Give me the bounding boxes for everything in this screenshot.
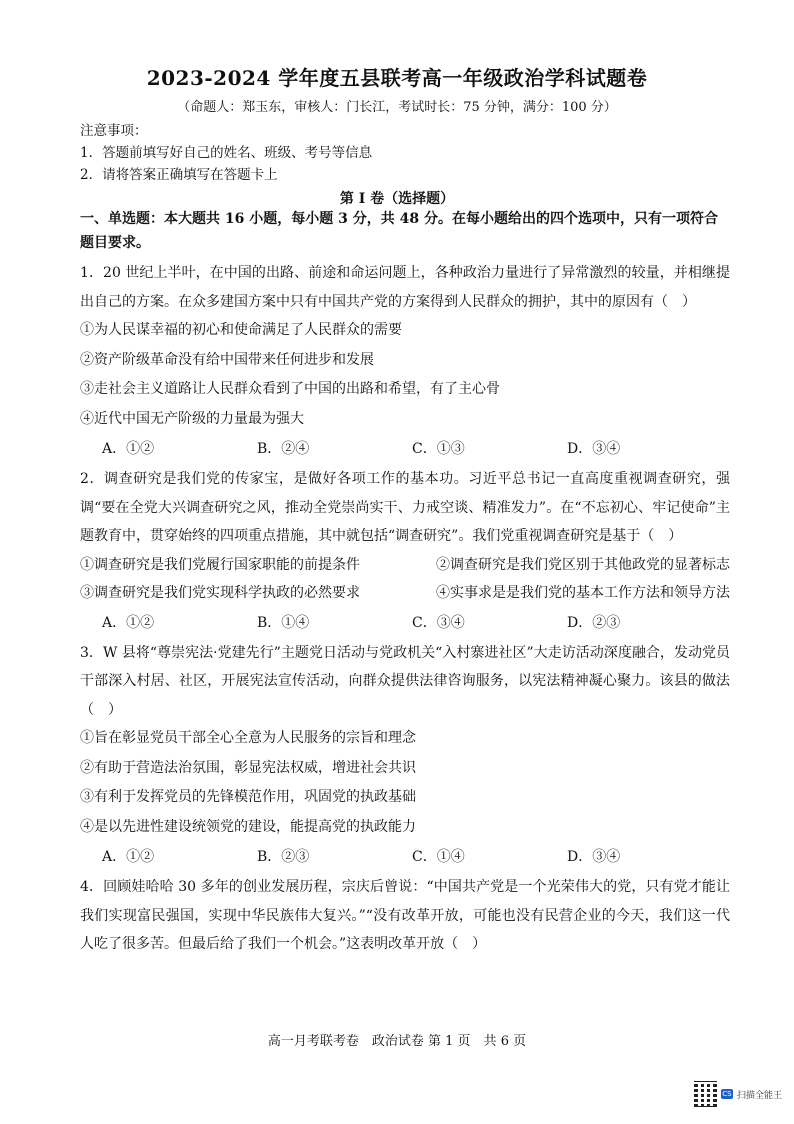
questions-area	[80, 207, 730, 959]
choice-b: B．②④	[257, 441, 310, 457]
choice-d: D．②③	[567, 614, 621, 631]
question-stem: 2．调查研究是我们党的传家宝，是做好各项工作的基本功。习近平总书记一直高度重视调查研究，强调“要在全党大兴调查研究之风，推动全党崇尚实干、力戒空谈、精准发力”。在“不忘初心、牢记使命”主题教育中，贯穿始终的四项重点措施，其中就包括“调查研究”。我们党重视调查研究是基于（ ）	[80, 471, 730, 544]
question-option: ①调查研究是我们党履行国家职能的前提条件	[80, 556, 360, 573]
exam-title: 2023-2024 学年度五县联考高一年级政治学科试题卷	[146, 66, 648, 90]
exam-subtitle: （命题人：郑玉东，审核人：门长江，考试时长：75 分钟，满分：100 分）	[177, 100, 617, 115]
notice-item: 1．答题前填写好自己的姓名、班级、考号等信息	[80, 145, 373, 161]
question-option: ②调查研究是我们党区别于其他政党的显著标志	[436, 556, 730, 573]
question-option: ③走社会主义道路让人民群众看到了中国的出路和希望，有了主心骨	[80, 381, 500, 397]
choice-b: B．①④	[257, 614, 310, 631]
choice-b: B．②③	[257, 849, 310, 865]
answer-choices	[80, 434, 730, 465]
question-option: ②资产阶级革命没有给中国带来任何进步和发展	[80, 351, 374, 368]
choice-a: A．①②	[102, 849, 155, 865]
choice-a: A．①②	[102, 614, 155, 631]
question-4	[80, 873, 730, 959]
scanner-logo-icon: CS	[722, 1090, 732, 1098]
question-3	[80, 639, 730, 874]
question-option: ④实事求是是我们党的基本工作方法和领导方法	[436, 585, 730, 601]
notice-heading: 注意事项：	[80, 123, 148, 139]
notice-block	[80, 120, 372, 186]
question-stem: 1．20 世纪上半叶，在中国的出路、前途和命运问题上，各种政治力量进行了异常激烈的较量，并相继提出自己的方案。在众多建国方案中只有中国共产党的方案得到人民群众的拥护，其中的原因有（ ）	[80, 265, 730, 310]
section-title: 第 I 卷（选择题）	[339, 191, 455, 207]
scanner-label: 扫描全能王	[736, 1090, 782, 1101]
page-footer: 高一月考联考卷 政治试卷 第 1 页 共 6 页	[267, 1034, 527, 1049]
choice-d: D．③④	[567, 849, 621, 865]
choice-d: D．③④	[567, 441, 621, 457]
question-option: ③调查研究是我们党实现科学执政的必然要求	[80, 585, 360, 601]
qr-code-icon	[694, 1081, 717, 1107]
question-option-row	[80, 579, 730, 608]
question-option-row	[80, 551, 730, 580]
section-instruction: 一、单选题：本大题共 16 小题，每小题 3 分，共 48 分。在每小题给出的四个选项中，只有一项符合题目要求。	[80, 211, 718, 251]
answer-choices	[80, 608, 730, 639]
answer-choices	[80, 842, 730, 873]
choice-a: A．①②	[102, 441, 155, 457]
choice-c: C．①③	[412, 441, 465, 457]
question-1	[80, 259, 730, 465]
question-option: ④是以先进性建设统领党的建设，能提高党的执政能力	[80, 818, 416, 835]
choice-c: C．③④	[412, 614, 465, 631]
notice-item: 2．请将答案正确填写在答题卡上	[80, 167, 278, 183]
choice-c: C．①④	[412, 849, 465, 865]
scanner-watermark	[694, 1080, 782, 1108]
question-stem: 3．W 县将“尊崇宪法·党建先行”主题党日活动与党政机关“入村寨进社区”大走访活动深度融合，发动党员干部深入村居、社区，开展宪法宣传活动，向群众提供法律咨询服务，以宪法精神凝心聚力。该县的做法（ ）	[80, 644, 730, 718]
question-option: ④近代中国无产阶级的力量最为强大	[80, 410, 304, 427]
question-2	[80, 465, 730, 639]
question-option: ②有助于营造法治氛围，彰显宪法权威，增进社会共识	[80, 759, 416, 776]
question-option: ③有利于发挥党员的先锋模范作用，巩固党的执政基础	[80, 789, 416, 805]
question-option: ①为人民谋幸福的初心和使命满足了人民群众的需要	[80, 322, 402, 338]
question-option: ①旨在彰显党员干部全心全意为人民服务的宗旨和理念	[80, 730, 416, 746]
question-stem: 4．回顾娃哈哈 30 多年的创业发展历程，宗庆后曾说：“中国共产党是一个光荣伟大的党，只有党才能让我们实现富民强国，实现中华民族伟大复兴。”“没有改革开放，可能也没有民营企业的今天，我们这一代人吃了很多苦。但最后给了我们一个机会。”这表明改革开放（ ）	[80, 879, 730, 952]
